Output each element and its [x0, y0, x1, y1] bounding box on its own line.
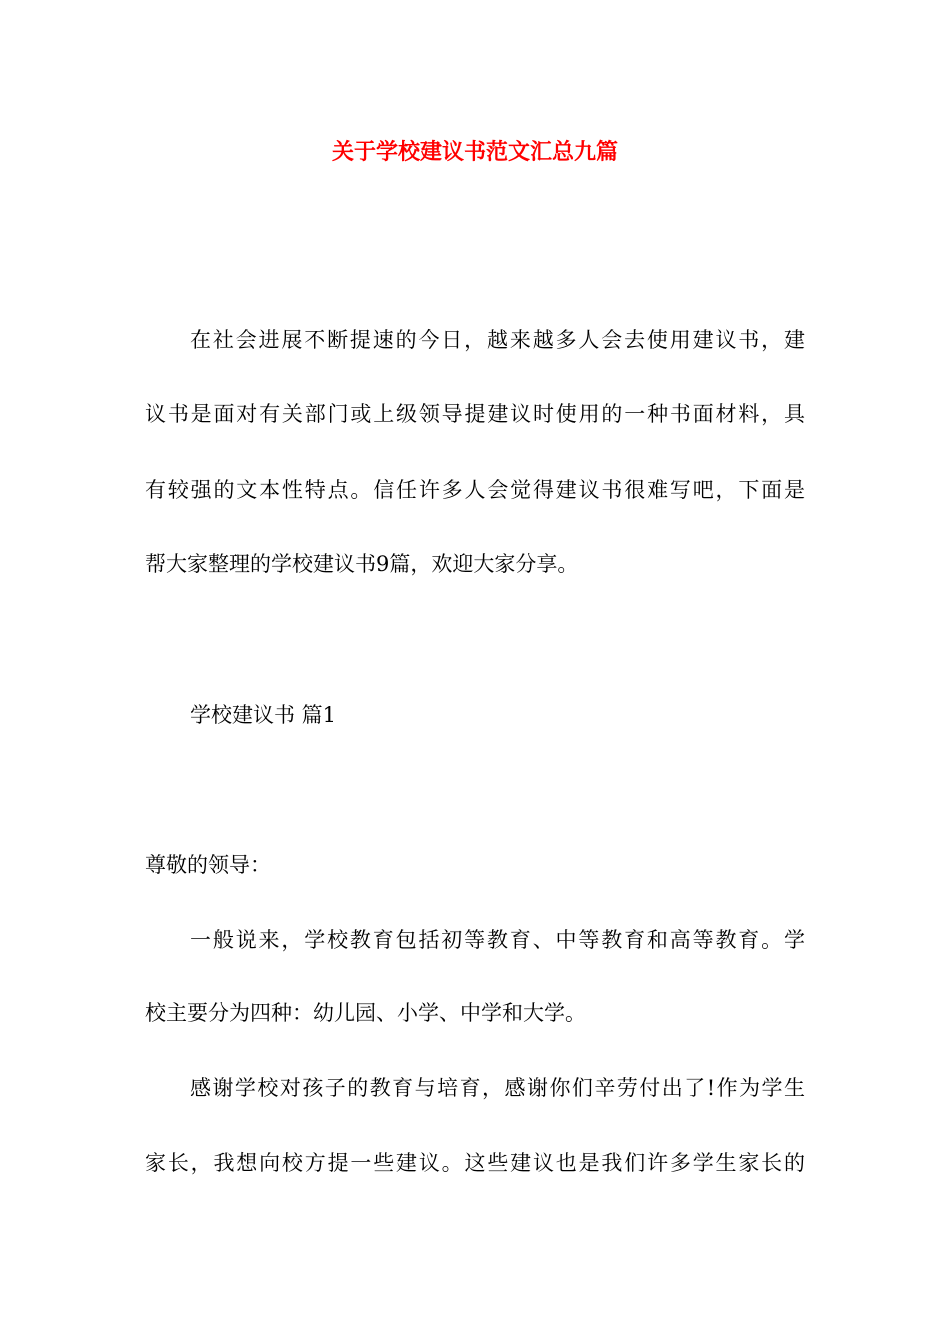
intro-line-1: 在社会进展不断提速的今日，越来越多人会去使用建议书，建: [190, 328, 805, 352]
para1-line-2: 校主要分为四种：幼儿园、小学、中学和大学。: [145, 1001, 586, 1025]
section-heading: 学校建议书 篇1: [190, 703, 337, 727]
para2-line-2: 家长，我想向校方提一些建议。这些建议也是我们许多学生家长的: [145, 1151, 805, 1175]
para1-line-1: 一般说来，学校教育包括初等教育、中等教育和高等教育。学: [190, 928, 805, 952]
salutation: 尊敬的领导：: [145, 853, 271, 877]
intro-line-2: 议书是面对有关部门或上级领导提建议时使用的一种书面材料，具: [145, 402, 805, 426]
document-title: 关于学校建议书范文汇总九篇: [331, 139, 618, 165]
intro-line-4: 帮大家整理的学校建议书9篇，欢迎大家分享。: [145, 552, 579, 576]
intro-line-3: 有较强的文本性特点。信任许多人会觉得建议书很难写吧，下面是: [145, 478, 805, 502]
para2-line-1: 感谢学校对孩子的教育与培育，感谢你们辛劳付出了!作为学生: [190, 1076, 805, 1100]
